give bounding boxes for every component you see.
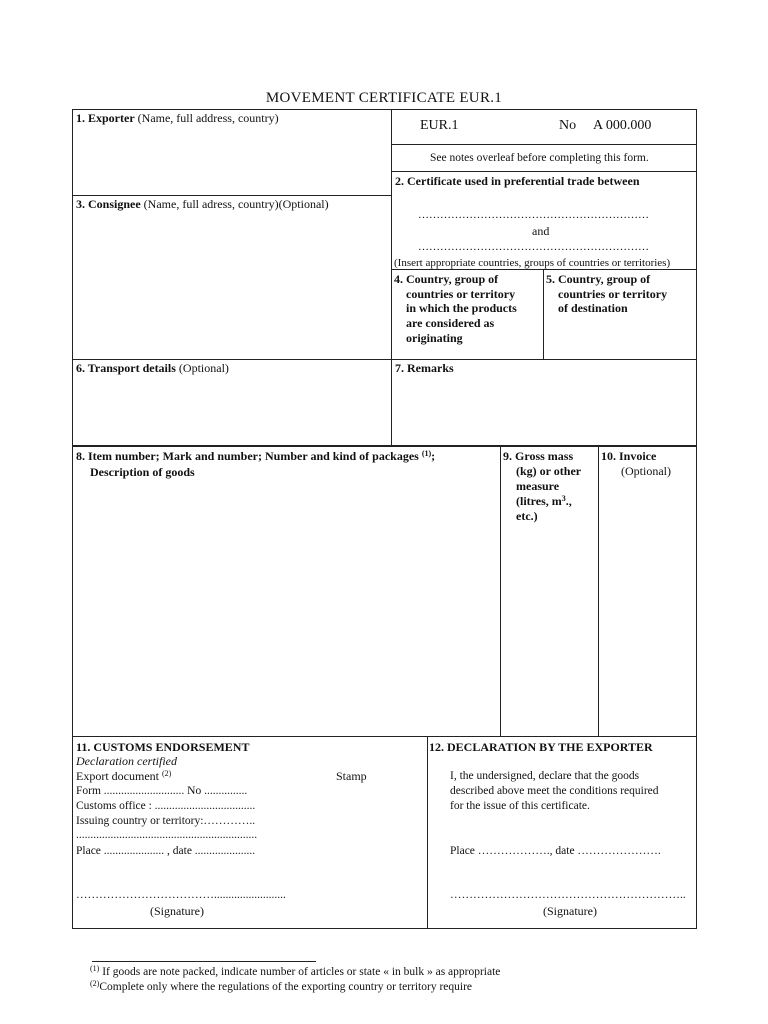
box4-line-4: are considered as (406, 316, 495, 330)
box11-declaration: Declaration certified (76, 754, 177, 768)
box9-line-3: measure (516, 479, 560, 493)
box12-signature-line: …………………………………………………….. (450, 889, 686, 901)
footnote-separator (92, 961, 316, 962)
box11-place-date: Place ..................... , date ..................... (76, 845, 256, 857)
box11-stamp: Stamp (336, 769, 367, 783)
box9-line-4 (516, 494, 572, 508)
divider (72, 445, 697, 447)
box4-line-2: countries or territory (406, 287, 516, 301)
divider (598, 446, 599, 737)
box12-text-1: I, the undersigned, declare that the goods (450, 770, 640, 782)
box3-number: 3. Consignee (76, 197, 141, 211)
box11-export-document (76, 769, 171, 783)
export-document-footnote-ref: (2) (161, 769, 172, 778)
box2-dots-1: ……………………………………………………… (418, 209, 649, 221)
box6-detail: (Optional) (175, 361, 229, 375)
box1-number: 1. Exporter (76, 111, 135, 125)
box8-line-2: Description of goods (90, 465, 195, 479)
cert-number: A 000.000 (593, 118, 652, 133)
box9-line-5: etc.) (516, 509, 538, 523)
box11-signature-line: ………………………………......................... (76, 889, 286, 901)
export-document-label: Export document (76, 769, 159, 783)
box12-text-2: described above meet the conditions required (450, 785, 659, 797)
box2-label: 2. Certificate used in preferential trade between (395, 174, 640, 188)
divider (391, 144, 697, 145)
divider (72, 359, 697, 360)
divider (391, 109, 392, 446)
divider (72, 736, 697, 737)
box10-optional: (Optional) (621, 464, 671, 478)
box1-detail: (Name, full address, country) (134, 111, 279, 125)
cert-no-label: No (559, 118, 577, 133)
divider (543, 270, 544, 360)
box4-line-1: 4. Country, group of (394, 272, 499, 286)
box11-form-line: Form ............................ No ............... (76, 785, 248, 797)
box12-signature-label: (Signature) (543, 904, 597, 918)
box2-dots-2: ……………………………………………………… (418, 241, 649, 253)
box9-litres: (litres, m (516, 494, 562, 508)
box8-line-1 (76, 449, 435, 463)
box3-detail: (Name, full adress, country)(Optional) (140, 197, 329, 211)
box3-consignee-label (76, 197, 329, 211)
box9-cube: 3 (561, 494, 566, 503)
box11-customs-office: Customs office : ................................... (76, 800, 256, 812)
box9-line-2: (kg) or other (516, 464, 582, 478)
eur1-label: EUR.1 (420, 118, 459, 133)
box11-signature-label: (Signature) (150, 904, 204, 918)
box4-line-3: in which the products (406, 301, 517, 315)
box5-line-1: 5. Country, group of (546, 272, 651, 286)
notes-overleaf: See notes overleaf before completing this form. (430, 152, 649, 164)
footnote-2-text: Complete only where the regulations of the exporting country or territory require (99, 981, 473, 993)
box12-title: 12. DECLARATION BY THE EXPORTER (429, 740, 653, 754)
box5-line-2: countries or territory (558, 287, 668, 301)
box11-issuing-country: Issuing country or territory:………….. (76, 815, 256, 827)
box7-remarks-label: 7. Remarks (395, 361, 454, 375)
divider (391, 171, 697, 172)
box12-place-date: Place ………………., date …………………. (450, 845, 661, 857)
box9-line4-end: ., (565, 494, 572, 508)
box11-dots: ............................................................... (76, 829, 258, 841)
footnote-2-ref: (2) (90, 979, 100, 988)
footnote-2 (90, 980, 472, 994)
box1-exporter-label (76, 111, 279, 125)
box8-semicolon: ; (431, 449, 436, 463)
box6-transport-label (76, 361, 229, 375)
box5-line-3: of destination (558, 301, 628, 315)
footnote-1-ref: (1) (90, 964, 100, 973)
box10-invoice-label: 10. Invoice (601, 449, 657, 463)
box8-label: 8. Item number; Mark and number; Number and kind of packages (76, 449, 419, 463)
divider (427, 737, 428, 929)
divider (500, 446, 501, 737)
footnote-1-text: If goods are note packed, indicate number of articles or state « in bulk » as appropriate (99, 966, 501, 978)
box4-line-5: originating (406, 331, 463, 345)
document-title: MOVEMENT CERTIFICATE EUR.1 (265, 90, 503, 106)
divider (72, 195, 391, 196)
footnote-1 (90, 965, 500, 979)
box9-line-1: 9. Gross mass (503, 449, 574, 463)
box2-note: (Insert appropriate countries, groups of countries or territories) (394, 257, 671, 269)
box6-number: 6. Transport details (76, 361, 176, 375)
box11-title: 11. CUSTOMS ENDORSEMENT (76, 740, 250, 754)
box2-and: and (532, 224, 550, 238)
box12-text-3: for the issue of this certificate. (450, 800, 590, 812)
box8-footnote-ref: (1) (421, 449, 432, 458)
